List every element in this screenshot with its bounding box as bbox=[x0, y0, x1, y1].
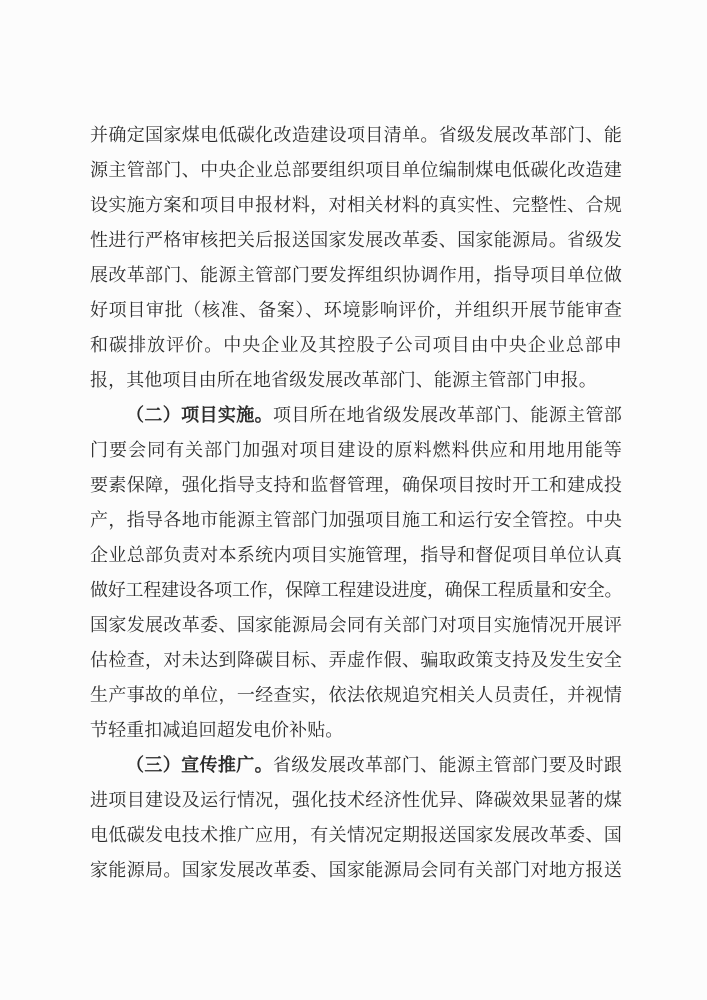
section-heading-project-implementation: （二）项目实施。 bbox=[126, 405, 274, 425]
text-line: 估检查，对未达到降碳目标、弄虚作假、骗取政策支持及发生安全 bbox=[90, 650, 622, 670]
text-run: 项目所在地省级发展改革部门、能源主管部 bbox=[273, 405, 622, 425]
section-heading-promotion: （三）宣传推广。 bbox=[126, 755, 274, 775]
text-run: 省级发展改革部门、能源主管部门要及时跟 bbox=[273, 755, 622, 775]
text-line: 企业总部负责对本系统内项目实施管理，指导和督促项目单位认真 bbox=[90, 545, 622, 565]
text-line bbox=[90, 748, 622, 783]
text-line: 电低碳发电技术推广应用，有关情况定期报送国家发展改革委、国 bbox=[90, 825, 622, 845]
paragraph-promotion bbox=[90, 748, 622, 888]
paragraph-project-declaration-continued bbox=[90, 118, 622, 398]
text-line bbox=[90, 398, 622, 433]
text-line: 国家发展改革委、国家能源局会同有关部门对项目实施情况开展评 bbox=[90, 615, 622, 635]
paragraph-project-implementation bbox=[90, 398, 622, 748]
text-line: 生产事故的单位，一经查实，依法依规追究相关人员责任，并视情 bbox=[90, 685, 622, 705]
text-line: 设实施方案和项目申报材料，对相关材料的真实性、完整性、合规 bbox=[90, 195, 622, 215]
text-line: 进项目建设及运行情况，强化技术经济性优异、降碳效果显著的煤 bbox=[90, 790, 622, 810]
text-line: 展改革部门、能源主管部门要发挥组织协调作用，指导项目单位做 bbox=[90, 265, 622, 285]
text-line: 好项目审批（核准、备案）、环境影响评价，并组织开展节能审查 bbox=[90, 300, 622, 320]
text-line: 并确定国家煤电低碳化改造建设项目清单。省级发展改革部门、能 bbox=[90, 125, 622, 145]
text-line: 门要会同有关部门加强对项目建设的原料燃料供应和用地用能等 bbox=[90, 440, 622, 460]
text-line: 家能源局。国家发展改革委、国家能源局会同有关部门对地方报送 bbox=[90, 860, 622, 880]
text-line: 产，指导各地市能源主管部门加强项目施工和运行安全管控。中央 bbox=[90, 510, 622, 530]
document-text-block bbox=[90, 118, 622, 888]
text-line: 报，其他项目由所在地省级发展改革部门、能源主管部门申报。 bbox=[90, 370, 597, 390]
text-line: 和碳排放评价。中央企业及其控股子公司项目由中央企业总部申 bbox=[90, 335, 622, 355]
text-line: 节轻重扣减追回超发电价补贴。 bbox=[90, 720, 344, 740]
text-line: 性进行严格审核把关后报送国家发展改革委、国家能源局。省级发 bbox=[90, 230, 622, 250]
text-line: 做好工程建设各项工作，保障工程建设进度，确保工程质量和安全。 bbox=[90, 580, 622, 600]
text-line: 要素保障，强化指导支持和监督管理，确保项目按时开工和建成投 bbox=[90, 475, 622, 495]
text-line: 源主管部门、中央企业总部要组织项目单位编制煤电低碳化改造建 bbox=[90, 160, 622, 180]
